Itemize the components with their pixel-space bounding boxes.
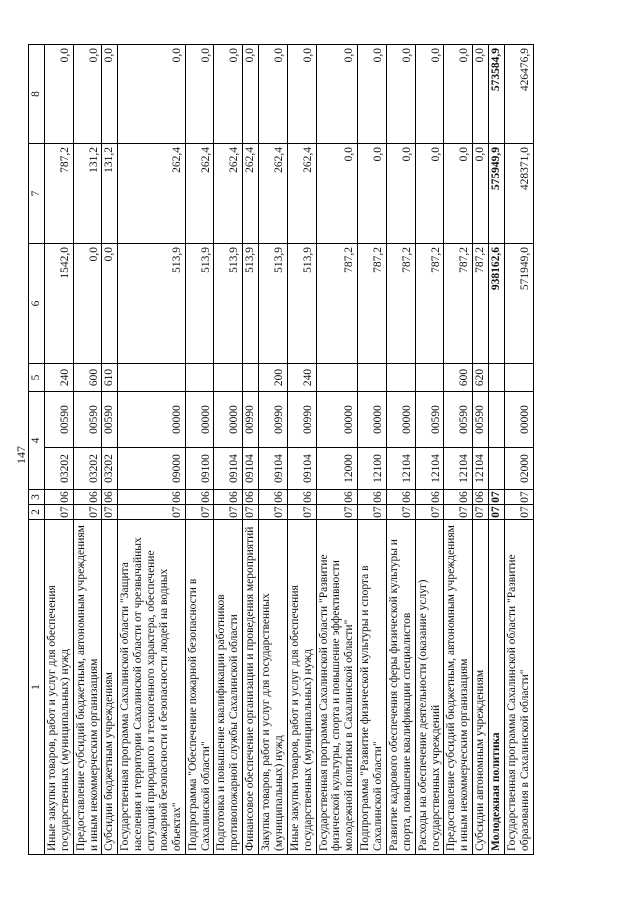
amount-cell: 787,2 bbox=[386, 244, 415, 364]
header-cell: 4 bbox=[29, 392, 45, 490]
amount-cell: 1542,0 bbox=[44, 244, 73, 364]
target-article-cell: 03202 bbox=[73, 448, 102, 490]
row-name-cell: Иные закупки товаров, работ и услуг для обеспечения государственных (муниципальных) нужд bbox=[287, 520, 316, 855]
table-row bbox=[386, 45, 415, 855]
section-code-cell: 07 bbox=[358, 505, 387, 520]
row-name-cell: Подпрограмма "Обеспечение пожарной безопасности в Сахалинской области" bbox=[185, 520, 214, 855]
section-code-cell: 07 bbox=[243, 505, 259, 520]
expense-type-cell bbox=[118, 364, 185, 392]
amount-cell: 262,4 bbox=[214, 144, 243, 244]
expense-type-cell bbox=[504, 364, 533, 392]
amount-cell: 0,0 bbox=[73, 45, 102, 144]
expense-type-cell: 240 bbox=[287, 364, 316, 392]
amount-cell: 262,4 bbox=[287, 144, 316, 244]
subsection-code-cell: 06 bbox=[259, 490, 288, 505]
expense-type-cell: 620 bbox=[473, 364, 489, 392]
table-row bbox=[214, 45, 243, 855]
table-row bbox=[473, 45, 489, 855]
amount-cell: 0,0 bbox=[287, 45, 316, 144]
target-article-cell: 00000 bbox=[185, 392, 214, 448]
table-row bbox=[444, 45, 473, 855]
row-name-cell: Государственная программа Сахалинской области "Развитие образования в Сахалинской области" bbox=[504, 520, 533, 855]
section-code-cell: 07 bbox=[214, 505, 243, 520]
subsection-code-cell: 06 bbox=[73, 490, 102, 505]
subsection-code-cell: 06 bbox=[316, 490, 358, 505]
amount-cell: 0,0 bbox=[444, 144, 473, 244]
target-article-cell: 00000 bbox=[504, 392, 533, 448]
subsection-code-cell: 06 bbox=[415, 490, 444, 505]
subsection-code-cell: 07 bbox=[504, 490, 533, 505]
amount-cell: 0,0 bbox=[243, 45, 259, 144]
subsection-code-cell: 06 bbox=[287, 490, 316, 505]
table-row bbox=[118, 45, 185, 855]
amount-cell: 513,9 bbox=[185, 244, 214, 364]
amount-cell: 0,0 bbox=[316, 144, 358, 244]
row-name-cell: Государственная программа Сахалинской области "Развитие физической культуры, спорта и повышение эффективности молодежной политики в Сахалинской области" bbox=[316, 520, 358, 855]
amount-cell: 787,2 bbox=[415, 244, 444, 364]
target-article-cell: 09104 bbox=[259, 448, 288, 490]
table-row bbox=[259, 45, 288, 855]
amount-cell: 787,2 bbox=[358, 244, 387, 364]
amount-cell: 0,0 bbox=[44, 45, 73, 144]
expense-type-cell bbox=[489, 364, 505, 392]
subsection-code-cell: 06 bbox=[243, 490, 259, 505]
section-code-cell: 07 bbox=[489, 505, 505, 520]
target-article-cell: 03202 bbox=[102, 448, 118, 490]
amount-cell: 0,0 bbox=[259, 45, 288, 144]
row-name-cell: Молодежная политика bbox=[489, 520, 505, 855]
amount-cell: 262,4 bbox=[185, 144, 214, 244]
target-article-cell: 12100 bbox=[358, 448, 387, 490]
target-article-cell: 09104 bbox=[287, 448, 316, 490]
expense-type-cell bbox=[243, 364, 259, 392]
amount-cell: 513,9 bbox=[243, 244, 259, 364]
section-code-cell: 07 bbox=[415, 505, 444, 520]
amount-cell: 262,4 bbox=[118, 144, 185, 244]
target-article-cell: 00000 bbox=[118, 392, 185, 448]
section-code-cell: 07 bbox=[473, 505, 489, 520]
expense-type-cell: 200 bbox=[259, 364, 288, 392]
table-row bbox=[504, 45, 533, 855]
section-code-cell: 07 bbox=[73, 505, 102, 520]
target-article-cell: 03202 bbox=[44, 448, 73, 490]
amount-cell: 0,0 bbox=[386, 45, 415, 144]
table-row bbox=[44, 45, 73, 855]
header-cell: 3 bbox=[29, 490, 45, 505]
target-article-cell bbox=[489, 448, 505, 490]
row-name-cell: Субсидии автономным учреждениям bbox=[473, 520, 489, 855]
section-code-cell: 07 bbox=[287, 505, 316, 520]
header-cell: 7 bbox=[29, 144, 45, 244]
amount-cell: 262,4 bbox=[259, 144, 288, 244]
subsection-code-cell: 06 bbox=[473, 490, 489, 505]
amount-cell: 575949,9 bbox=[489, 144, 505, 244]
row-name-cell: Подготовка и повышение квалификации работников противопожарной службы Сахалинской области bbox=[214, 520, 243, 855]
subsection-code-cell: 06 bbox=[386, 490, 415, 505]
amount-cell: 0,0 bbox=[185, 45, 214, 144]
target-article-cell: 00000 bbox=[214, 392, 243, 448]
target-article-cell: 02000 bbox=[504, 448, 533, 490]
target-article-cell: 12104 bbox=[415, 448, 444, 490]
subsection-code-cell: 06 bbox=[118, 490, 185, 505]
target-article-cell: 00990 bbox=[287, 392, 316, 448]
amount-cell: 0,0 bbox=[358, 144, 387, 244]
subsection-code-cell: 06 bbox=[44, 490, 73, 505]
target-article-cell: 00590 bbox=[102, 392, 118, 448]
amount-cell: 0,0 bbox=[473, 45, 489, 144]
header-cell: 2 bbox=[29, 505, 45, 520]
table-row bbox=[316, 45, 358, 855]
amount-cell: 131,2 bbox=[102, 144, 118, 244]
row-name-cell: Закупка товаров, работ и услуг для государственных (муниципальных) нужд bbox=[259, 520, 288, 855]
expense-type-cell bbox=[386, 364, 415, 392]
expense-type-cell: 600 bbox=[73, 364, 102, 392]
target-article-cell: 00990 bbox=[259, 392, 288, 448]
amount-cell: 0,0 bbox=[415, 45, 444, 144]
table-row bbox=[102, 45, 118, 855]
table-body bbox=[44, 45, 533, 855]
budget-table bbox=[28, 44, 534, 855]
target-article-cell bbox=[489, 392, 505, 448]
amount-cell: 426476,9 bbox=[504, 45, 533, 144]
row-name-cell: Финансовое обеспечение организации и проведения мероприятий bbox=[243, 520, 259, 855]
amount-cell: 573584,9 bbox=[489, 45, 505, 144]
amount-cell: 131,2 bbox=[73, 144, 102, 244]
expense-type-cell bbox=[358, 364, 387, 392]
amount-cell: 0,0 bbox=[102, 244, 118, 364]
row-name-cell: Предоставление субсидий бюджетным, автономным учреждениям и иным некоммерческим организациям bbox=[73, 520, 102, 855]
expense-type-cell: 610 bbox=[102, 364, 118, 392]
section-code-cell: 07 bbox=[118, 505, 185, 520]
target-article-cell: 00590 bbox=[473, 392, 489, 448]
target-article-cell: 00590 bbox=[415, 392, 444, 448]
row-name-cell: Государственная программа Сахалинской области "Защита населения и территории Сахалинской области от чрезвычайных ситуаций природного и техногенного характера, обеспечение пожарной безопасности и безопасности людей на водных объектах" bbox=[118, 520, 185, 855]
subsection-code-cell: 07 bbox=[489, 490, 505, 505]
target-article-cell: 09100 bbox=[185, 448, 214, 490]
expense-type-cell bbox=[185, 364, 214, 392]
section-code-cell: 07 bbox=[444, 505, 473, 520]
amount-cell: 513,9 bbox=[214, 244, 243, 364]
table-row bbox=[243, 45, 259, 855]
header-cell: 6 bbox=[29, 244, 45, 364]
amount-cell: 787,2 bbox=[316, 244, 358, 364]
amount-cell: 0,0 bbox=[316, 45, 358, 144]
expense-type-cell: 240 bbox=[44, 364, 73, 392]
expense-type-cell bbox=[214, 364, 243, 392]
amount-cell: 787,2 bbox=[444, 244, 473, 364]
amount-cell: 787,2 bbox=[473, 244, 489, 364]
target-article-cell: 00000 bbox=[316, 392, 358, 448]
table-row bbox=[415, 45, 444, 855]
table-row bbox=[358, 45, 387, 855]
amount-cell: 0,0 bbox=[214, 45, 243, 144]
section-code-cell: 07 bbox=[185, 505, 214, 520]
target-article-cell: 00590 bbox=[44, 392, 73, 448]
row-name-cell: Предоставление субсидий бюджетным, автономным учреждениям и иным некоммерческим организациям bbox=[444, 520, 473, 855]
header-cell: 8 bbox=[29, 45, 45, 144]
amount-cell: 513,9 bbox=[118, 244, 185, 364]
header-cell: 5 bbox=[29, 364, 45, 392]
amount-cell: 0,0 bbox=[386, 144, 415, 244]
target-article-cell: 12000 bbox=[316, 448, 358, 490]
table-row bbox=[73, 45, 102, 855]
amount-cell: 938162,6 bbox=[489, 244, 505, 364]
target-article-cell: 09104 bbox=[243, 448, 259, 490]
expense-type-cell: 600 bbox=[444, 364, 473, 392]
section-code-cell: 07 bbox=[102, 505, 118, 520]
row-name-cell: Иные закупки товаров, работ и услуг для обеспечения государственных (муниципальных) нужд bbox=[44, 520, 73, 855]
amount-cell: 787,2 bbox=[44, 144, 73, 244]
target-article-cell: 00590 bbox=[73, 392, 102, 448]
row-name-cell: Подпрограмма "Развитие физической культуры и спорта в Сахалинской области" bbox=[358, 520, 387, 855]
row-name-cell: Развитие кадрового обеспечения сферы физической культуры и спорта, повышение квалификации специалистов bbox=[386, 520, 415, 855]
expense-type-cell bbox=[415, 364, 444, 392]
target-article-cell: 00590 bbox=[444, 392, 473, 448]
table-row bbox=[489, 45, 505, 855]
amount-cell: 0,0 bbox=[73, 244, 102, 364]
amount-cell: 513,9 bbox=[287, 244, 316, 364]
header-cell: 1 bbox=[29, 520, 45, 855]
target-article-cell: 00000 bbox=[386, 392, 415, 448]
target-article-cell: 00990 bbox=[243, 392, 259, 448]
subsection-code-cell: 06 bbox=[102, 490, 118, 505]
header-row bbox=[29, 45, 45, 855]
amount-cell: 513,9 bbox=[259, 244, 288, 364]
amount-cell: 571949,0 bbox=[504, 244, 533, 364]
table-row bbox=[287, 45, 316, 855]
target-article-cell: 00000 bbox=[358, 392, 387, 448]
row-name-cell: Субсидии бюджетным учреждениям bbox=[102, 520, 118, 855]
target-article-cell: 12104 bbox=[386, 448, 415, 490]
section-code-cell: 07 bbox=[259, 505, 288, 520]
amount-cell: 0,0 bbox=[415, 144, 444, 244]
subsection-code-cell: 06 bbox=[358, 490, 387, 505]
table-row bbox=[185, 45, 214, 855]
subsection-code-cell: 06 bbox=[214, 490, 243, 505]
page-number: 147 bbox=[14, 446, 28, 464]
subsection-code-cell: 06 bbox=[444, 490, 473, 505]
target-article-cell: 09000 bbox=[118, 448, 185, 490]
section-code-cell: 07 bbox=[44, 505, 73, 520]
amount-cell: 0,0 bbox=[358, 45, 387, 144]
section-code-cell: 07 bbox=[504, 505, 533, 520]
target-article-cell: 09104 bbox=[214, 448, 243, 490]
amount-cell: 0,0 bbox=[473, 144, 489, 244]
amount-cell: 428371,0 bbox=[504, 144, 533, 244]
row-name-cell: Расходы на обеспечение деятельности (оказание услуг) государственных учреждений bbox=[415, 520, 444, 855]
expense-type-cell bbox=[316, 364, 358, 392]
amount-cell: 262,4 bbox=[243, 144, 259, 244]
section-code-cell: 07 bbox=[386, 505, 415, 520]
amount-cell: 0,0 bbox=[444, 45, 473, 144]
amount-cell: 0,0 bbox=[102, 45, 118, 144]
target-article-cell: 12104 bbox=[444, 448, 473, 490]
target-article-cell: 12104 bbox=[473, 448, 489, 490]
section-code-cell: 07 bbox=[316, 505, 358, 520]
subsection-code-cell: 06 bbox=[185, 490, 214, 505]
amount-cell: 0,0 bbox=[118, 45, 185, 144]
